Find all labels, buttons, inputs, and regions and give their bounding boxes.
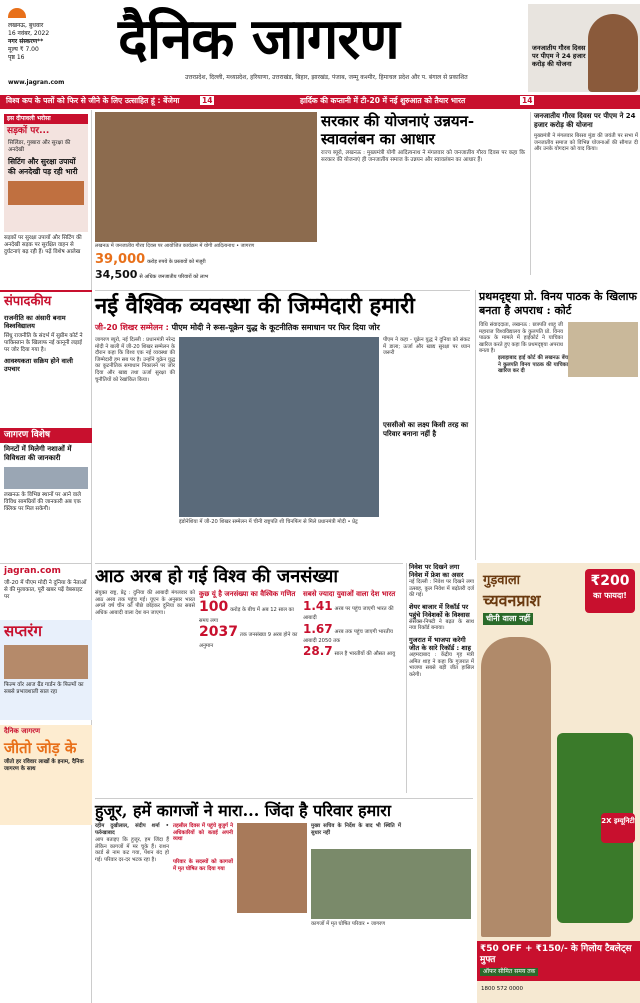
population-body: संयुक्त राष्ट्र, प्रेट्र : दुनिया की आबादी मंगलवार को आठ अरब तक पहुंच गई। यूएन के अनुसार भारत अगले वर्ष चीन को पीछे छोड़कर दुनिया का सबसे अधिक आबादी वाला देश बन जाएगा। (95, 590, 195, 616)
side-story-body: मुख्यमंत्री ने मंगलवार बिरसा मुंडा की जयंती पर सभा में जनजातीय समाज को विभिन्न योजनाओं की सौगात दी और उनके योगदान को याद किया। (534, 133, 638, 153)
main-story-bullets: पीएम ने कहा - यूक्रेन युद्ध ने दुनिया को संकट में डाला; ऊर्जा और खाद्य सुरक्षा पर ध्यान जरूरी (383, 337, 470, 357)
main-story-body: जागरण ब्यूरो, नई दिल्ली : प्रधानमंत्री नरेन्द्र मोदी ने बाली में जी-20 शिखर सम्मेलन के दौरान कहा कि विश्व एक नई व्यवस्था की जिम्मेदारी हम सब पर है। उन्होंने यूक्रेन युद्ध का कूटनीतिक समाधान निकालने पर जोर दिया और खाद्य तथा ऊर्जा सुरक्षा की चुनौतियों को रेखांकित किया। (95, 337, 175, 383)
global-stat-2-value: 2037 (199, 624, 238, 641)
population-global-stats (199, 590, 299, 649)
masthead (0, 0, 640, 95)
jj-title: जीतो जोड़ के (4, 738, 77, 757)
market-body-3: अहमदाबाद : केंद्रीय गृह मंत्री अमित शाह ने कहा कि गुजरात में भाजपा सबसे बड़ी जीत हासिल करेगी। (409, 651, 474, 678)
court-headline[interactable]: प्रथमदृष्ट्या प्रो. विनय पाठक के खिलाफ बनता है अपराध : कोर्ट (479, 290, 637, 317)
population-story (95, 563, 403, 793)
main-subhead-text: पीएम मोदी ने रूस-यूक्रेन युद्ध के कूटनीतिक समाधान पर फिर दिया जोर (171, 323, 380, 332)
teaser-left-page: 14 (202, 96, 213, 105)
saptrang-text: फिल्म वॉर आज ग्रैंड गार्डन के फिल्मों का सबसे प्रभावशाली साल रहा (4, 681, 84, 695)
ad-model-image (481, 637, 551, 937)
price: मूल्य ₹ 7.00 (8, 46, 39, 53)
court-photo (568, 322, 638, 377)
global-stats-title: कुछ यूं है जनसंख्या का वैश्विक गणित (199, 590, 296, 598)
main-story-photo-caption: इंडोनेशिया में जी-20 शिखर सम्मेलन में चीनी राष्ट्रपति शी चिनफिंग से मिले प्रधानमंत्री मोदी • प्रेट्र (179, 519, 358, 525)
side-story (530, 112, 638, 275)
ad-immunity-badge: 2X इम्यूनिटी (601, 813, 635, 843)
ad-offer-badge (585, 569, 635, 613)
publishing-cities: उत्तरप्रदेश, दिल्ली, मध्यप्रदेश, हरियाणा, उत्तराखंड, बिहार, झारखंड, पंजाब, जम्मू कश्मीर, हिमाचल प्रदेश और प. बंगाल से प्रकाशित (185, 74, 468, 81)
market-headline-3[interactable]: गुजरात में भाजपा करेगी जीत के सारे रिकॉर्ड : शाह (409, 635, 471, 652)
stat-2-text: से अधिक जनजातीय परिवारों को लाभ (139, 274, 209, 281)
rising-sun-logo-icon (8, 8, 26, 18)
ad-offer-amount: ₹200 (590, 573, 630, 589)
box-header: इस दीपावली भरोसा (4, 114, 88, 124)
left-column (0, 110, 92, 1003)
promo-text: जनजातीय गौरव दिवस पर पीएम ने 24 हजार करोड़ की योजना (532, 44, 586, 68)
teaser-right[interactable]: हार्दिक की कप्तानी में टी-20 में नई शुरुआत को तैयार भारत (300, 96, 466, 105)
editorial-text: सिंधु राजनीति के संदर्भ में सुप्रीम कोर्ट ने पाकिस्तान के खिलाफ नई कानूनी लड़ाई पर जोर दिया गया है। (4, 333, 83, 354)
court-photo-caption: इलाहाबाद हाई कोर्ट की लखनऊ बेंच ने कुलपति विनय पाठक की याचिका खारिज कर दी (498, 354, 568, 375)
editorial-section (0, 290, 92, 375)
edition-date-day: लखनऊ, बुधवार (8, 22, 44, 29)
bottom-byline: रहीम दुखीलाल, संदीप शर्मा • फर्रुखाबाद (95, 823, 169, 836)
global-stat-1-value: 100 (199, 599, 229, 615)
ad-brand: च्यवनप्राश (483, 591, 541, 610)
ad-helpline: 1800 572 0000 (481, 986, 523, 992)
market-headline-1[interactable]: निवेश पर दिखने लगा निवेश में फ्रेश का असर (409, 563, 464, 579)
bottom-body: आप बताइए कि हुजूर, हम जिंदा हैं लेकिन कागजों में मर चुके हैं। राशन कार्ड से नाम कट गया, पेंशन बंद हो गई। परिवार दर-दर भटक रहा है। (95, 837, 169, 863)
top-story-stats (95, 252, 317, 282)
ad-offer-text: का फायदा! (593, 590, 627, 600)
special-header: जागरण विशेष (0, 428, 92, 443)
bottom-quote: मुख्य सचिव के निर्देश के बाद भी स्थिति में सुधार नहीं (311, 823, 401, 836)
road-safety-box[interactable] (4, 114, 88, 232)
saptrang-header: सप्तरंग (4, 622, 42, 640)
box-item-text: सड़कों पर सुरक्षा उपायों और सिटिंग की अनदेखी सड़क पर सुरक्षित वाहन से दुर्घटनाएं बढ़ रही हैं। पढ़ें विशेष आलेख (4, 235, 82, 255)
saptrang-image (4, 645, 88, 679)
chyawanprash-ad[interactable] (477, 563, 640, 1003)
special-text: लखनऊ के विभिन्न स्थानों पर आने वाले विविध सामग्रियों की जानकारी अब एक क्लिक पर मिल सकेगी। (4, 492, 81, 513)
bottom-story (95, 798, 473, 1003)
jagran-com-text: जी-20 में पीएम मोदी ने दुनिया के नेताओं से की मुलाकात, पूरी खबर पढ़ें वेबसाइट पर (4, 580, 87, 601)
jagran-com-logo[interactable]: jagran.com (4, 566, 61, 576)
box-subtitle: सिलिंडर, गुब्बारा और सुरक्षा की अनदेखी (8, 139, 71, 153)
india-stat-1-value: 1.41 (303, 599, 333, 613)
global-stat-1-text: करोड़ के बीच में अब 12 साल का समय लगा (199, 607, 294, 624)
main-subhead-tag: जी-20 शिखर सम्मेलन : (95, 323, 169, 332)
top-story-photo (95, 112, 317, 242)
market-headline-2[interactable]: शेयर बाजार में रिकॉर्ड पर पहुंचे निवेशकों के विश्वास (409, 602, 470, 619)
stat-1-value: 39,000 (95, 252, 146, 267)
special-image (4, 467, 88, 489)
website-link[interactable]: www.jagran.com (8, 79, 65, 86)
jj-header: दैनिक जागरण (4, 727, 41, 735)
india-stat-3-text: साल है भारतीयों की औसत आयु (334, 651, 396, 658)
edition-date: 16 नवंबर, 2022 (8, 30, 50, 37)
editorial-title-2[interactable]: आवश्यकता सक्रिय होने वाली उपचार (4, 357, 73, 374)
main-story (95, 290, 470, 560)
global-stat-2-text: तक जनसंख्या 9 अरब होने का अनुमान (199, 632, 298, 649)
ad-brand-small: गुड़वाला (483, 573, 521, 588)
jj-text: जीतो हर रविवार लाखों के इनाम, दैनिक जागरण के साथ (4, 758, 84, 772)
promo-box[interactable] (528, 4, 640, 92)
box-title: सड़कों पर... (7, 125, 50, 136)
jagran-com-section (0, 563, 92, 602)
india-stats-title: सबसे ज्यादा युवाओं वाला देश भारत (303, 590, 396, 598)
teaser-left[interactable]: विश्व कप के पलों को फिर से जीने के लिए उत्साहित हूं : बेंजेमा (6, 96, 180, 105)
editorial-header: संपादकीय (4, 294, 52, 309)
population-headline[interactable]: आठ अरब हो गई विश्व की जनसंख्या (95, 566, 338, 587)
population-india-stats (303, 590, 403, 659)
bottom-headline[interactable]: हुजूर, हमें कागजों ने मारा... जिंदा है परिवार हमारा (95, 801, 391, 820)
bottom-photo-1 (237, 823, 307, 913)
market-stories (406, 563, 474, 793)
india-stat-3-value: 28.7 (303, 644, 333, 659)
page-count: पृष्ठ 16 (8, 54, 25, 61)
bottom-bullet-1: तहसील दिवस में पहुंचे बुजुर्ग ने अधिकारियों को बताई अपनी व्यथा (173, 823, 233, 843)
top-story-headline[interactable]: सरकार की योजनाएं उन्नयन-स्वावलंबन का आधार (321, 112, 475, 148)
ad-bottom-offer (477, 941, 640, 981)
ad-bottom-offer-text: ₹50 OFF + ₹150/- के गिलोय टैबलेट्स मुफ्त (480, 944, 632, 965)
teaser-right-page: 14 (522, 96, 533, 105)
market-body-2: सेंसेक्स-निफ्टी ने बढ़त के साथ नया रिकॉर्ड बनाया। (409, 618, 474, 632)
newspaper-logo: दैनिक जागरण (118, 6, 399, 72)
india-stat-2-text: अरब तक पहुंच जाएगी भारतीय आबादी 2050 तक (303, 628, 393, 644)
stat-2-value: 34,500 (95, 268, 138, 282)
special-title[interactable]: मिनटों में मिलेगी नशाओं में विविधता की जानकारी (4, 445, 72, 463)
bottom-photo-2 (311, 849, 471, 919)
main-story-photo (179, 337, 379, 517)
court-story (475, 290, 638, 560)
india-stat-2-value: 1.67 (303, 621, 333, 636)
ad-tagline: चीनी वाला नहीं (483, 613, 533, 625)
main-headline[interactable]: नई वैश्विक व्यवस्था की जिम्मेदारी हमारी (95, 293, 415, 319)
main-side-headline[interactable]: एससीओ का लक्ष्य किसी तरह का परिवार बनाना नहीं है (383, 421, 469, 438)
main-subhead (95, 321, 470, 335)
india-stat-1-text: अरब पर पहुंच जाएगी भारत की आबादी (303, 606, 394, 621)
ad-bottom-note: ऑफर सीमित समय तक (480, 968, 538, 976)
top-teaser-bar (0, 95, 640, 109)
court-body: विधि संवाददाता, लखनऊ : छत्रपति शाहू जी महाराज विश्वविद्यालय के कुलपति प्रो. विनय पाठक के मामले में हाईकोर्ट ने याचिका खारिज करते हुए कहा कि प्रथमदृष्ट्या अपराध बनता है। (479, 322, 563, 355)
top-story-photo-caption: लखनऊ में जनजातीय गौरव दिवस पर आयोजित कार्यक्रम में योगी आदित्यनाथ • जागरण (95, 243, 255, 249)
special-section (0, 428, 92, 514)
car-illustration-image (8, 181, 84, 205)
market-body-1: नई दिल्ली : निवेश पर दिखने लगा उत्साह, कुल निवेश में बढ़ोतरी दर्ज की गई। (409, 579, 474, 599)
stat-1-text: करोड़ रुपये के प्रस्तावों को मंजूरी (147, 259, 206, 265)
jeeto-jod-ke-section[interactable] (0, 725, 92, 825)
side-story-headline[interactable]: जनजातीय गौरव दिवस पर पीएम ने 24 हजार करोड़ की योजना (534, 112, 636, 129)
top-story-body: राज्य ब्यूरो, लखनऊ : मुख्यमंत्री योगी आदित्यनाथ ने मंगलवार को जनजातीय गौरव दिवस पर कहा कि सरकार की योजनाएं ही जनजातीय समाज के उन्नयन और स्वावलंबन का आधार हैं। (321, 150, 525, 163)
box-item-title: सिटिंग और सुरक्षा उपायों की अनदेखी पड़ रही भारी (8, 156, 78, 176)
top-story (95, 112, 525, 282)
bottom-photo-caption: कागजों में मृत घोषित परिवार • जागरण (311, 921, 386, 927)
promo-portrait-image (588, 14, 638, 92)
bottom-bullet-2: परिवार के सदस्यों को कागजों में मृत घोषित कर दिया गया (173, 859, 233, 872)
edition-info (8, 22, 49, 62)
editorial-title[interactable]: राजनीति का अंसारी बनाम विश्वविद्यालय (4, 314, 66, 331)
saptrang-section[interactable] (0, 620, 92, 720)
edition-name: नगर संस्करण** (8, 38, 44, 45)
